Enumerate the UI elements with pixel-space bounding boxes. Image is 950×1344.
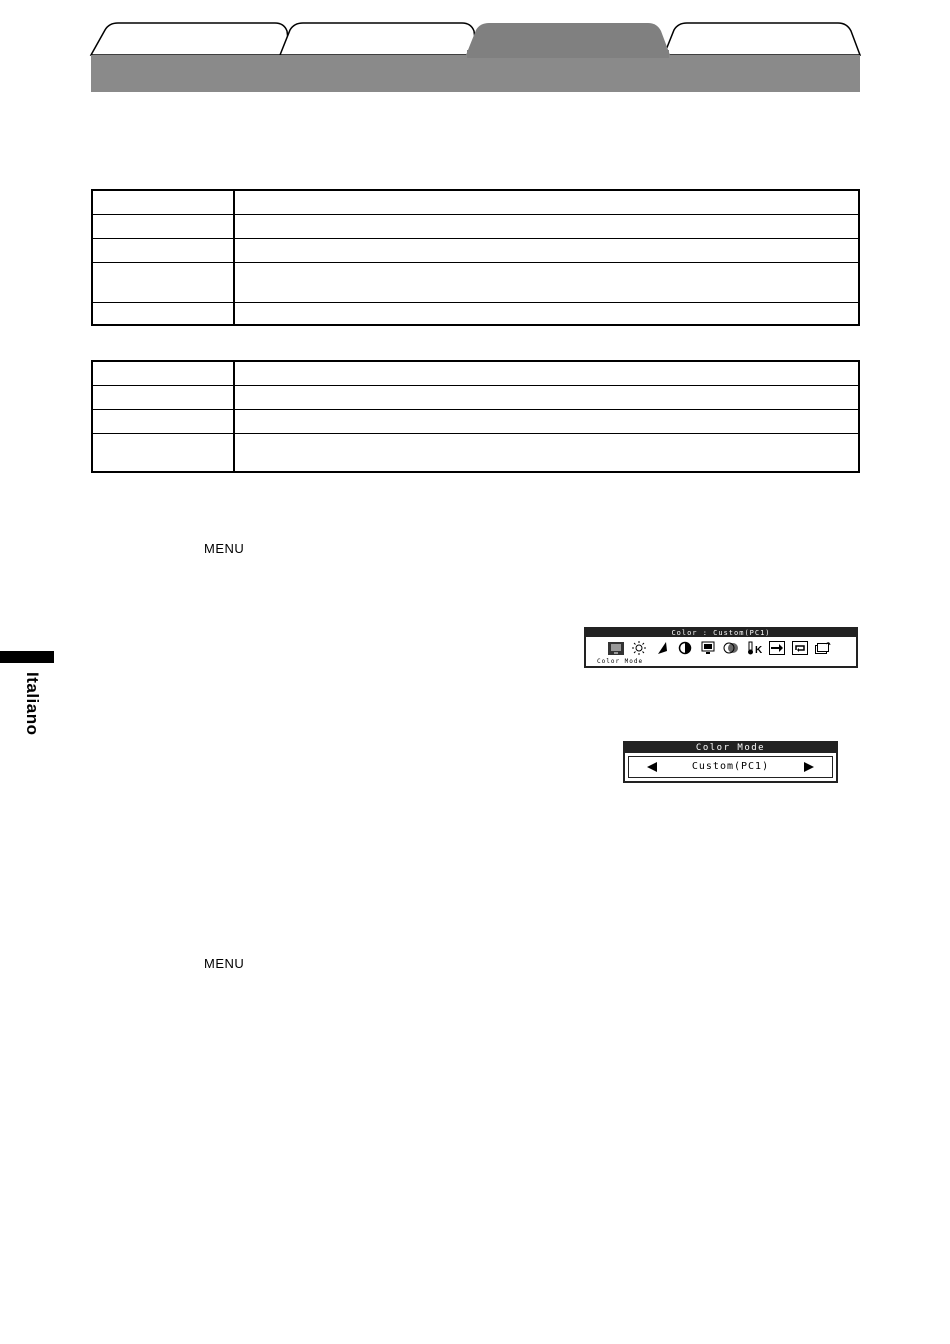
table-cell [234, 385, 859, 409]
osd-adjustment-menu [584, 627, 858, 668]
tab-2 [280, 23, 477, 55]
language-label: Italiano [23, 672, 42, 736]
saturation-icon[interactable] [723, 641, 739, 655]
table-cell [234, 409, 859, 433]
table-cell [92, 302, 234, 325]
table-cell [92, 214, 234, 238]
table-cell [92, 385, 234, 409]
menu-button-label: MENU [204, 541, 245, 556]
osd-menu-title: Color : Custom(PC1) [586, 629, 856, 637]
tab-4 [664, 23, 860, 55]
table-cell [234, 238, 859, 262]
arrow-right-icon[interactable] [804, 762, 814, 772]
osd-color-mode-title: Color Mode [625, 743, 836, 753]
table-cell [92, 361, 234, 385]
color-mode-icon[interactable] [608, 641, 624, 655]
osd-selected-label: Color Mode [597, 658, 644, 665]
table-cell [234, 433, 859, 472]
table-cell [92, 190, 234, 214]
table-cell [234, 361, 859, 385]
svg-text:K: K [755, 645, 762, 655]
reset-icon[interactable] [815, 641, 831, 655]
return-icon[interactable] [792, 641, 808, 655]
brightness-icon[interactable] [631, 641, 647, 655]
screen-icon[interactable] [700, 641, 716, 655]
spec-table-1 [91, 189, 860, 326]
sharpness-icon[interactable] [654, 641, 670, 655]
tab-1 [91, 23, 290, 55]
table-cell [92, 238, 234, 262]
table-cell [234, 262, 859, 302]
color-mode-value: Custom(PC1) [691, 761, 770, 772]
table-cell [234, 214, 859, 238]
temperature-icon[interactable] [746, 641, 762, 655]
table-cell [92, 433, 234, 472]
table-cell [92, 409, 234, 433]
header-tabs [0, 0, 950, 100]
contrast-icon[interactable] [677, 641, 693, 655]
input-icon[interactable] [769, 641, 785, 655]
menu-button-label: MENU [204, 956, 245, 971]
table-cell [234, 190, 859, 214]
spec-table-2 [91, 360, 860, 473]
table-cell [92, 262, 234, 302]
language-tab-bar [0, 651, 54, 663]
language-tab [14, 672, 42, 742]
table-cell [234, 302, 859, 325]
osd-color-mode-window [623, 741, 838, 783]
